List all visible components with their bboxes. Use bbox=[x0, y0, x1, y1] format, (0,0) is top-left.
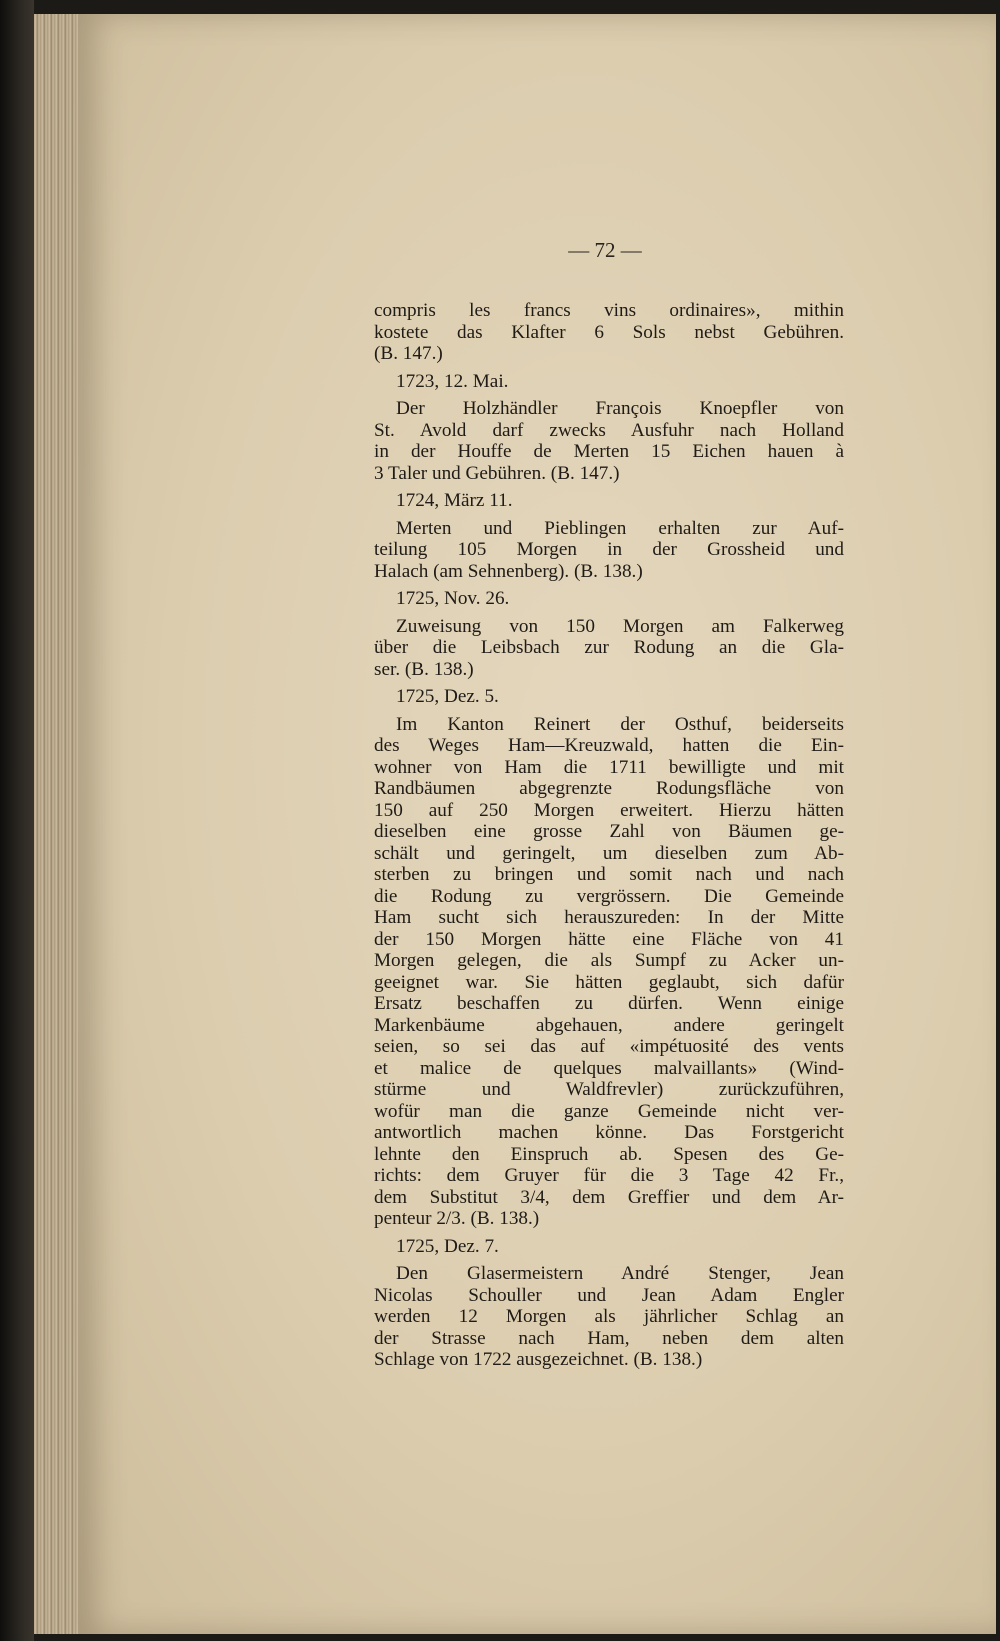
text-line: die Rodung zu vergrössern. Die Gemeinde bbox=[374, 885, 844, 907]
text-line: werden 12 Morgen als jährlicher Schlag an bbox=[374, 1306, 844, 1327]
text-line: Merten und Pieblingen erhalten zur Auf- bbox=[396, 517, 844, 539]
text-line: wohner von Ham die 1711 bewilligte und mit bbox=[374, 756, 844, 778]
text-line: sterben zu bringen und somit nach und nach bbox=[374, 864, 844, 885]
paragraph bbox=[374, 398, 844, 484]
entry-date: 1725, Nov. 26. bbox=[396, 588, 510, 609]
text-line: dieselben eine grosse Zahl von Bäumen ge- bbox=[374, 821, 844, 842]
text-line: stürme und Waldfrevler) zurückzuführen, bbox=[374, 1079, 844, 1100]
text-line: compris les francs vins ordinaires», mithin bbox=[374, 300, 844, 321]
text-line: Morgen gelegen, die als Sumpf zu Acker un- bbox=[374, 950, 844, 971]
paragraph bbox=[374, 300, 844, 365]
text-line: kostete das Klafter 6 Sols nebst Gebühren. bbox=[374, 321, 844, 343]
text-line: penteur 2/3. (B. 138.) bbox=[374, 1208, 540, 1229]
text-line: der Strasse nach Ham, neben dem alten bbox=[374, 1327, 844, 1349]
body-text bbox=[374, 300, 844, 1371]
text-line: St. Avold darf zwecks Ausfuhr nach Holland bbox=[374, 419, 844, 441]
text-line: Ersatz beschaffen zu dürfen. Wenn einige bbox=[374, 993, 844, 1014]
text-line: über die Leibsbach zur Rodung an die Gla- bbox=[374, 637, 844, 658]
text-line: des Weges Ham—Kreuzwald, hatten die Ein- bbox=[374, 735, 844, 756]
text-line: der 150 Morgen hätte eine Fläche von 41 bbox=[374, 928, 844, 950]
text-line: (B. 147.) bbox=[374, 343, 443, 364]
paragraph bbox=[374, 1263, 844, 1371]
text-line: Der Holzhändler François Knoepfler von bbox=[396, 398, 844, 419]
text-line: lehnte den Einspruch ab. Spesen des Ge- bbox=[374, 1143, 844, 1165]
text-line: dem Substitut 3/4, dem Greffier und dem Ar- bbox=[374, 1186, 844, 1208]
text-line: seien, so sei das auf «impétuosité des vents bbox=[374, 1036, 844, 1057]
entry-date: 1723, 12. Mai. bbox=[396, 370, 509, 392]
page-number: — 72 — bbox=[568, 238, 642, 262]
text-line: Den Glasermeistern André Stenger, Jean bbox=[396, 1263, 844, 1284]
text-line: ser. (B. 138.) bbox=[374, 658, 474, 680]
paragraph bbox=[374, 518, 844, 583]
text-line: teilung 105 Morgen in der Grossheid und bbox=[374, 539, 844, 560]
text-line: Schlage von 1722 ausgezeichnet. (B. 138.) bbox=[374, 1349, 703, 1370]
text-line: Randbäumen abgegrenzte Rodungsfläche von bbox=[374, 778, 844, 799]
text-line: Ham sucht sich herauszureden: In der Mitte bbox=[374, 907, 844, 928]
paragraph bbox=[374, 616, 844, 681]
text-line: richts: dem Gruyer für die 3 Tage 42 Fr., bbox=[374, 1165, 844, 1186]
text-line: Halach (am Sehnenberg). (B. 138.) bbox=[374, 560, 643, 582]
text-line: geeignet war. Sie hätten geglaubt, sich dafür bbox=[374, 971, 844, 993]
text-line: schält und geringelt, um dieselben zum Ab- bbox=[374, 842, 844, 864]
text-line: et malice de quelques malvaillants» (Wind- bbox=[374, 1057, 844, 1079]
text-line: 3 Taler und Gebühren. (B. 147.) bbox=[374, 462, 620, 484]
text-line: antwortlich machen könne. Das Forstgericht bbox=[374, 1122, 844, 1143]
text-line: Im Kanton Reinert der Osthuf, beiderseits bbox=[396, 713, 844, 735]
text-line: Markenbäume abgehauen, andere geringelt bbox=[374, 1014, 844, 1036]
text-line: Zuweisung von 150 Morgen am Falkerweg bbox=[396, 615, 844, 637]
text-line: in der Houffe de Merten 15 Eichen hauen à bbox=[374, 441, 844, 462]
text-line: wofür man die ganze Gemeinde nicht ver- bbox=[374, 1100, 844, 1122]
entry-date: 1724, März 11. bbox=[396, 490, 513, 511]
text-line: Nicolas Schouller und Jean Adam Engler bbox=[374, 1284, 844, 1306]
paragraph bbox=[374, 714, 844, 1230]
entry-date: 1725, Dez. 5. bbox=[396, 686, 499, 707]
entry-date: 1725, Dez. 7. bbox=[396, 1235, 499, 1257]
text-line: 150 auf 250 Morgen erweitert. Hierzu hätten bbox=[374, 799, 844, 821]
